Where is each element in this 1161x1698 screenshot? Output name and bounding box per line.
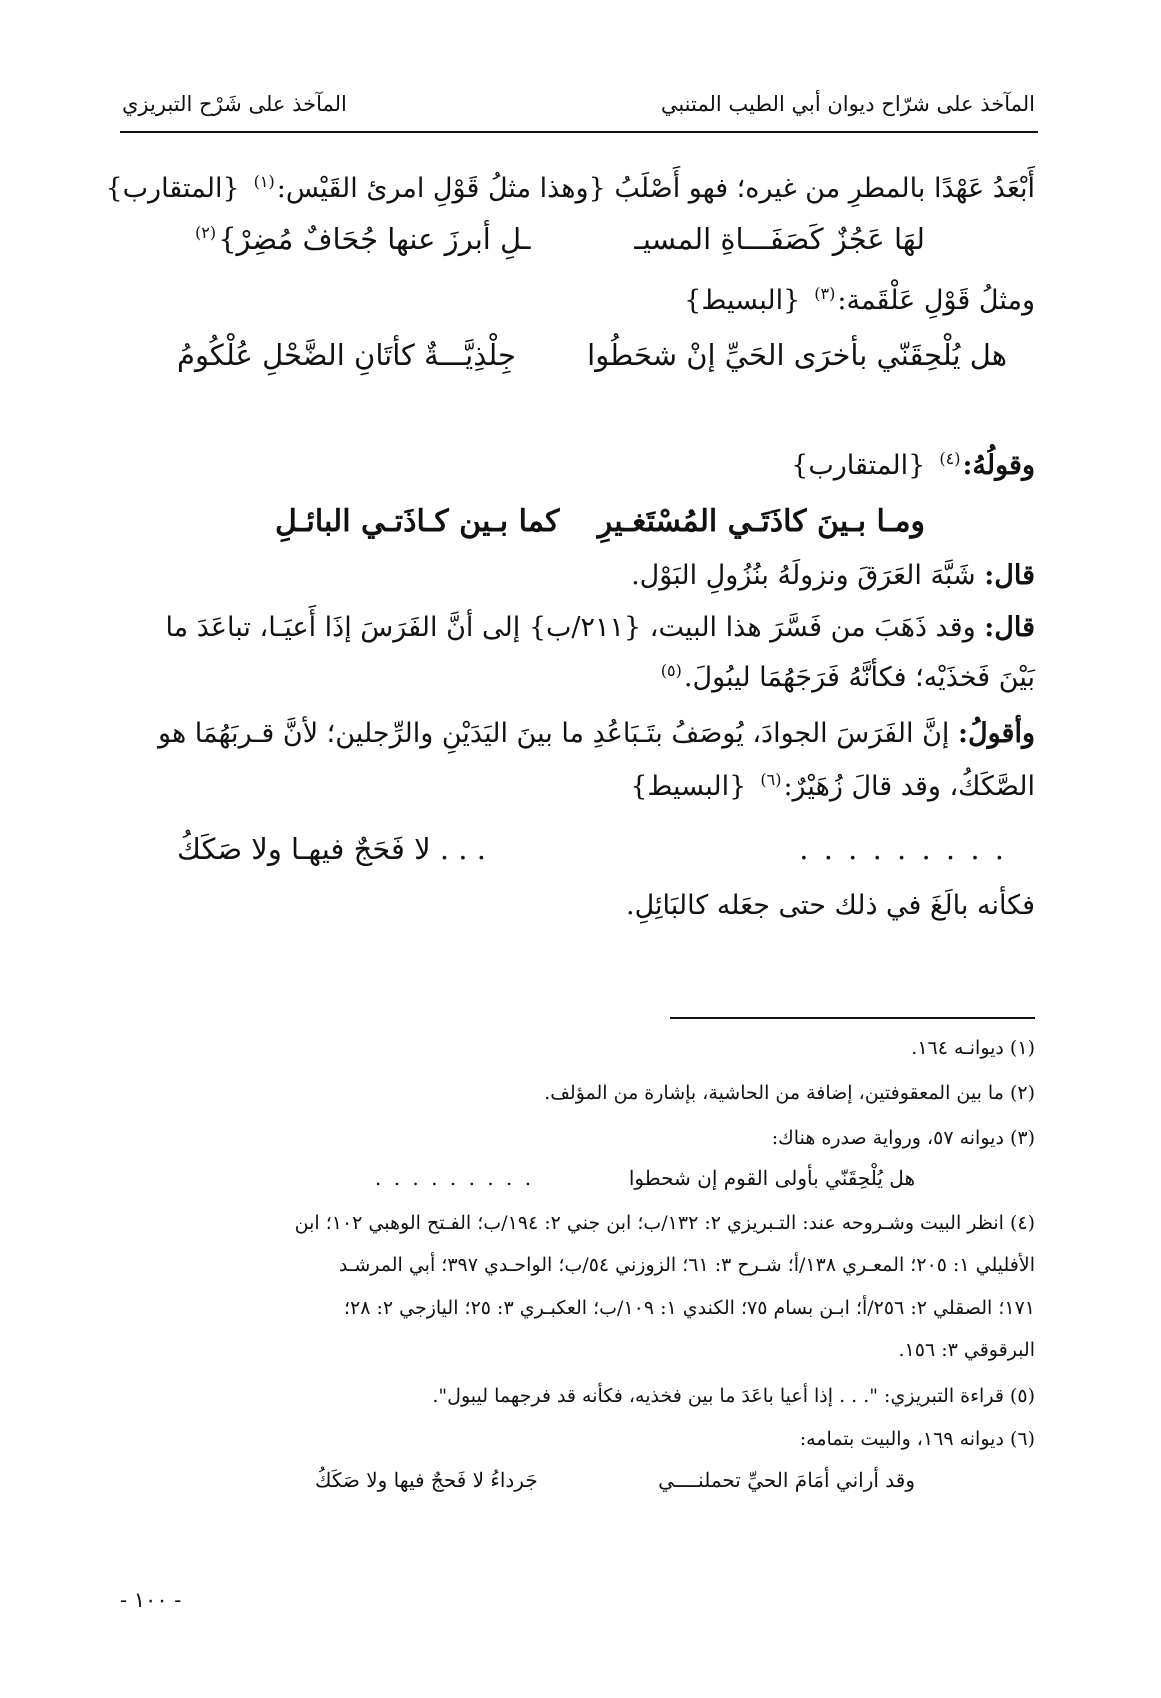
footnote: البرقوقي ٣: ١٥٦. <box>898 1339 1035 1361</box>
running-header-book-title: المآخذ على شرّاح ديوان أبي الطيب المتنبي <box>660 92 1035 116</box>
footnote: ١٧١؛ الصقلي ٢: ٢٥٦/أ؛ ابـن بسام ٧٥؛ الكندي ١: ١٠٩/ب؛ العكبـري ٣: ٢٥؛ اليازجي ٢: ٢٨؛ <box>343 1297 1035 1319</box>
footnotes <box>115 0 1035 1560</box>
verse-hemistich-first: هل يُلْحِقَنّي بأخرَى الحَيِّ إنْ شحَطُوا <box>587 338 1007 372</box>
text: إنَّ الفَرَسَ الجوادَ، يُوصَفُ بتَـبَاعُدِ ما بينَ اليَدَيْنِ والرِّجلين؛ لأنَّ قـربَهُمَا هو <box>158 718 950 749</box>
text: شَبَّهَ العَرَقَ ونزولَهُ بنُزُولِ البَوْل. <box>631 560 976 591</box>
footnote: (٥) قراءة التبريزي: ". . . إذا أعيا باعَدَ ما بين فخذيه، فكأنه قد فرجهما ليبول". <box>432 1385 1035 1407</box>
verse-hemistich-first: ومـا بـينَ كاذَتَـي المُسْتَغـيرِ <box>597 504 925 539</box>
text: ـلِ أبرزَ عنها جُحَافٌ مُضِرْ} <box>218 222 531 256</box>
meter-label: {البسيط} <box>684 285 801 316</box>
verse-hemistich-first: هل يُلْحِقَنّي بأولى القوم إن شحطوا <box>628 1166 915 1190</box>
speaker-label: قال: <box>984 560 1035 591</box>
text: الصَّكَكُ، وقد قالَ زُهَيْرٌ: <box>783 771 1035 802</box>
footnote: (١) ديوانـه ١٦٤. <box>911 1037 1035 1059</box>
verse-hemistich-second: جَرداءُ لا فَحجٌ فيها ولا صَكَكُ <box>315 1468 538 1492</box>
footnote-ref: (٣) <box>814 284 836 303</box>
footnote: (٢) ما بين المعقوفتين، إضافة من الحاشية، بإشارة من المؤلف. <box>544 1082 1035 1104</box>
footnote: (٦) ديوانه ١٦٩، والبيت بتمامه: <box>799 1428 1035 1450</box>
footnote-ref: (١) <box>253 172 275 191</box>
page-number: - ١٠٠ - <box>120 1588 182 1612</box>
verse-hemistich-first: لهَا عَجُزٌ كَصَفَـــاةِ المسيـ <box>634 222 925 256</box>
text: وقد ذَهَبَ من فَسَّرَ هذا البيت، {٢١١/ب} إلى أنَّ الفَرَسَ إذَا أَعيَـا، تباعَدَ ما <box>165 612 976 643</box>
verse-hemistich-first: وقد أراني أمَامَ الحيِّ تحملنــــي <box>658 1468 915 1492</box>
footnote: الأفليلي ١: ٢٠٥؛ المعـري ١٣٨/أ؛ شـرح ٣: ٦١؛ الزوزني ٥٤/ب؛ الواحـدي ٣٩٧؛ أبي المرشـد <box>338 1254 1035 1276</box>
footnote-verse <box>315 1468 915 1498</box>
footnote: (٤) انظر البيت وشـروحه عند: التـبريزي ٢: ١٣٢/ب؛ ابن جني ٢: ١٩٤/ب؛ الفـتح الوهبي ١٠٢؛ ابن <box>294 1212 1035 1234</box>
verse-hemistich-second: جِلْذِيَّـــةٌ كأتَانِ الضَّحْلِ عُلْكُومُ <box>177 338 516 372</box>
meter-label: {المتقارب} <box>105 173 240 204</box>
meter-label: {البسيط} <box>630 771 747 802</box>
meter-label: {المتقارب} <box>791 450 926 481</box>
footnote-ref: (٤) <box>939 449 961 468</box>
text: ومثلُ قَوْلِ عَلْقَمة: <box>837 285 1035 316</box>
speaker-label: قال: <box>984 612 1035 643</box>
footnote-ref: (٥) <box>660 661 682 680</box>
verse-hemistich-second: . . . لا فَحَجٌ فيهـا ولا صَكَكُ <box>177 832 486 866</box>
footnote: (٣) ديوانه ٥٧، ورواية صدره هناك: <box>771 1127 1035 1149</box>
text: أَبْعَدُ عَهْدًا بالمطرِ من غيره؛ فهو أَصْلَبُ {وهذا مثلُ قَوْلِ امرئ القَيْس: <box>276 173 1035 204</box>
footnote-ref: (٢) <box>195 223 217 243</box>
footnote-ref: (٦) <box>760 770 782 789</box>
verse-elided: . . . . . . . . . <box>375 1166 535 1190</box>
text: بَيْنَ فَخذَيْه؛ فكأنَّهُ فَرَجَهُمَا ليبُولَ. <box>683 662 1035 693</box>
running-header-section-title: المآخذ على شَرْح التبريزي <box>122 92 347 116</box>
verse-elided: . . . . . . . . . <box>799 832 1007 866</box>
footnote-verse-elided <box>375 1166 635 1196</box>
speaker-label: وأقولُ: <box>958 718 1035 749</box>
text: وقولُهُ: <box>962 450 1035 481</box>
verse-hemistich-second: كما بـين كـاذَتـي البائـلِ <box>275 504 560 539</box>
text: فكأنه بالَغَ في ذلك حتى جعَله كالبَائِلِ. <box>626 890 1035 921</box>
